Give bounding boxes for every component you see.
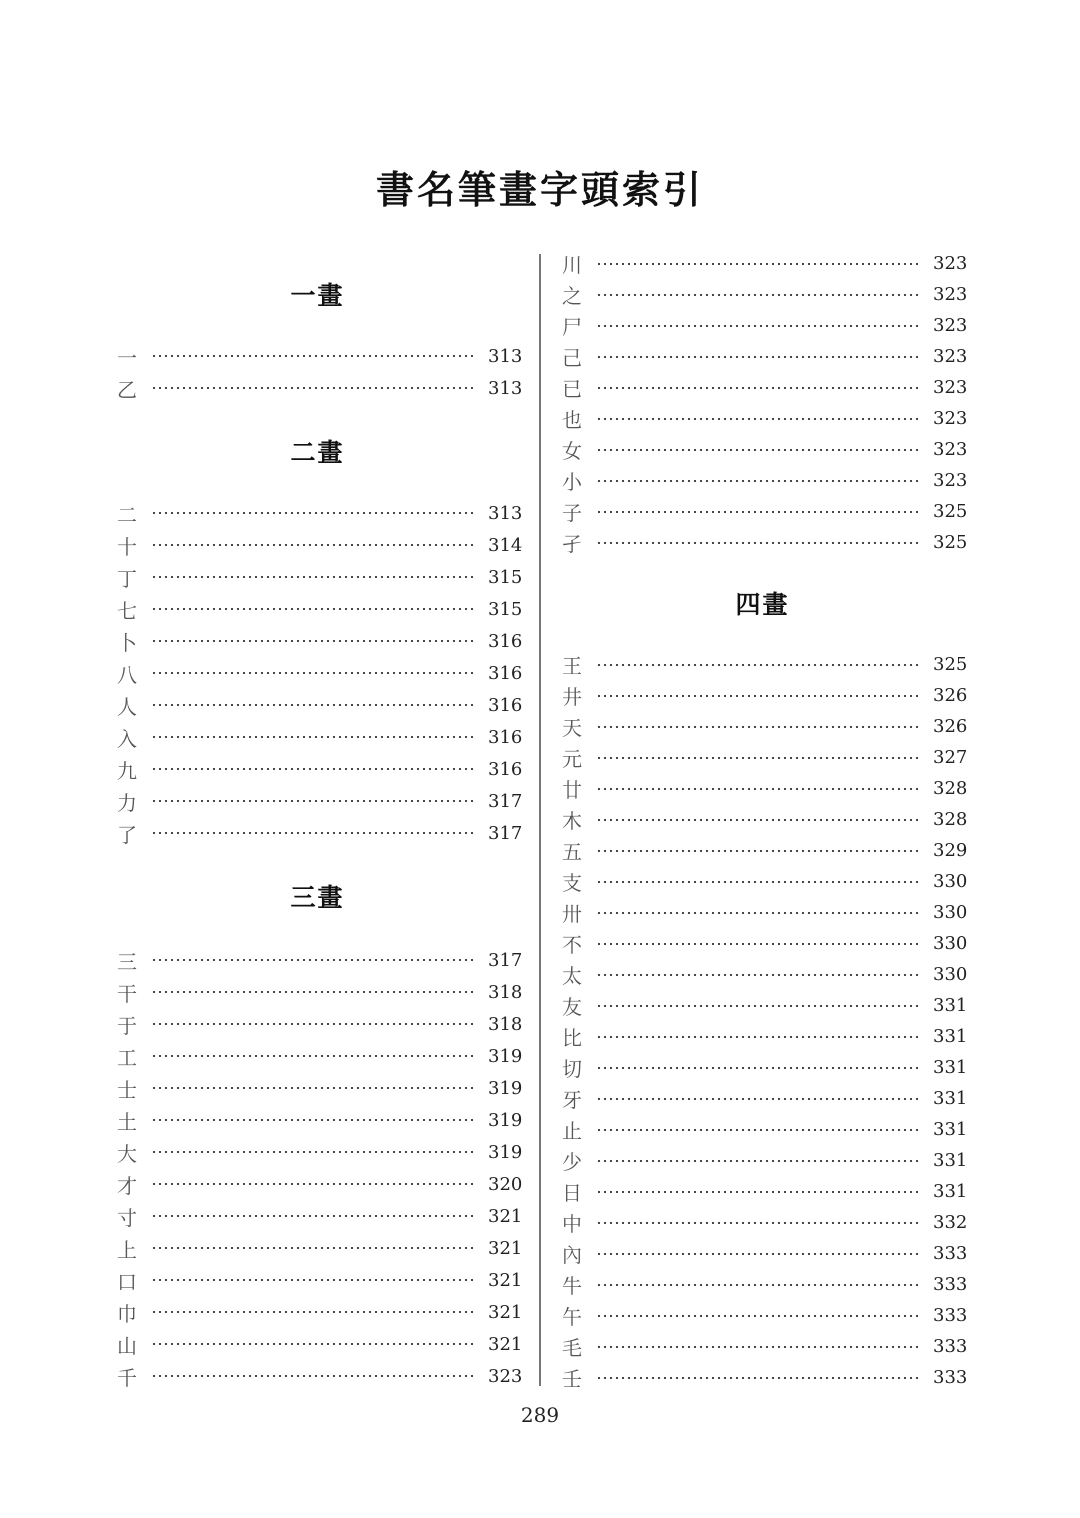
entry-character: 女 <box>562 439 582 463</box>
dot-leader <box>151 1373 476 1379</box>
index-entry <box>560 1021 968 1052</box>
dot-leader <box>151 670 476 676</box>
entry-page-number: 331 <box>933 1119 968 1140</box>
dot-leader <box>151 1277 476 1283</box>
entry-page-number: 313 <box>488 345 523 367</box>
entry-page-number: 326 <box>933 685 968 706</box>
page-number: 289 <box>520 1403 560 1427</box>
index-entry <box>560 465 968 496</box>
entry-page-number: 325 <box>933 654 968 675</box>
index-entry <box>560 1145 968 1176</box>
index-entry <box>560 1300 968 1331</box>
entry-character: 尸 <box>562 315 582 339</box>
entry-page-number: 319 <box>488 1045 523 1067</box>
entry-page-number: 315 <box>488 598 523 620</box>
dot-leader <box>151 830 476 836</box>
entry-page-number: 330 <box>933 964 968 985</box>
entry-character: 少 <box>562 1150 582 1174</box>
index-entry <box>560 649 968 680</box>
dot-leader <box>596 416 921 422</box>
entry-page-number: 316 <box>488 694 523 716</box>
dot-leader <box>596 941 921 947</box>
entry-page-number: 323 <box>933 284 968 305</box>
entry-page-number: 313 <box>488 502 523 524</box>
entry-page-number: 316 <box>488 758 523 780</box>
dot-leader <box>596 1189 921 1195</box>
dot-leader <box>596 972 921 978</box>
dot-leader <box>596 261 921 267</box>
entry-page-number: 330 <box>933 902 968 923</box>
entry-character: 也 <box>562 408 582 432</box>
index-entry <box>115 1136 523 1168</box>
entry-character: 口 <box>117 1269 137 1294</box>
index-entry <box>115 976 523 1008</box>
index-entry <box>560 1362 968 1393</box>
entry-character: 元 <box>562 747 582 771</box>
dot-leader <box>596 786 921 792</box>
index-entry <box>115 1296 523 1328</box>
entry-character: 己 <box>562 346 582 370</box>
index-entry <box>560 990 968 1021</box>
index-entry <box>560 372 968 403</box>
index-entry <box>115 1040 523 1072</box>
entry-page-number: 328 <box>933 809 968 830</box>
entry-character: 卅 <box>562 902 582 926</box>
entry-page-number: 318 <box>488 981 523 1003</box>
dot-leader <box>151 510 476 516</box>
dot-leader <box>596 540 921 546</box>
entry-page-number: 318 <box>488 1013 523 1035</box>
entry-character: 土 <box>117 1109 137 1134</box>
index-entry <box>560 897 968 928</box>
entry-character: 井 <box>562 685 582 709</box>
dot-leader <box>151 1085 476 1091</box>
entry-character: 之 <box>562 284 582 308</box>
entry-character: 了 <box>117 822 137 847</box>
entry-character: 三 <box>117 949 137 974</box>
entry-character: 八 <box>117 662 137 687</box>
entry-page-number: 330 <box>933 871 968 892</box>
index-entry <box>560 959 968 990</box>
index-entry <box>560 527 968 558</box>
entry-page-number: 319 <box>488 1077 523 1099</box>
entry-character: 不 <box>562 933 582 957</box>
entry-page-number: 328 <box>933 778 968 799</box>
dot-leader <box>596 1003 921 1009</box>
dot-leader <box>596 1344 921 1350</box>
entry-character: 九 <box>117 758 137 783</box>
entry-list <box>115 497 523 849</box>
index-entry <box>560 279 968 310</box>
index-entry <box>560 403 968 434</box>
index-entry <box>115 529 523 561</box>
index-entry <box>115 1264 523 1296</box>
entry-page-number: 321 <box>488 1333 523 1355</box>
index-entry <box>115 340 523 372</box>
entry-page-number: 331 <box>933 1088 968 1109</box>
entry-character: 乙 <box>117 377 137 402</box>
index-entry <box>560 928 968 959</box>
entry-character: 入 <box>117 726 137 751</box>
dot-leader <box>151 989 476 995</box>
entry-character: 二 <box>117 502 137 527</box>
dot-leader <box>596 1313 921 1319</box>
index-entry <box>560 434 968 465</box>
entry-page-number: 323 <box>933 346 968 367</box>
entry-character: 力 <box>117 790 137 815</box>
index-entry <box>115 721 523 753</box>
entry-page-number: 333 <box>933 1336 968 1357</box>
entry-list <box>115 340 523 404</box>
dot-leader <box>151 1117 476 1123</box>
entry-character: 比 <box>562 1026 582 1050</box>
entry-character: 山 <box>117 1333 137 1358</box>
entry-page-number: 317 <box>488 949 523 971</box>
entry-character: 才 <box>117 1173 137 1198</box>
dot-leader <box>151 1181 476 1187</box>
index-entry <box>115 1232 523 1264</box>
entry-page-number: 323 <box>933 408 968 429</box>
dot-leader <box>151 798 476 804</box>
entry-character: 大 <box>117 1141 137 1166</box>
dot-leader <box>596 662 921 668</box>
entry-character: 毛 <box>562 1336 582 1360</box>
entry-page-number: 327 <box>933 747 968 768</box>
entry-character: 日 <box>562 1181 582 1205</box>
index-entry <box>115 593 523 625</box>
index-entry <box>115 372 523 404</box>
index-entry <box>115 785 523 817</box>
entry-page-number: 333 <box>933 1367 968 1388</box>
entry-character: 牛 <box>562 1274 582 1298</box>
entry-page-number: 325 <box>933 501 968 522</box>
stroke-section-heading: 一畫 <box>290 281 345 310</box>
index-entry <box>560 1176 968 1207</box>
index-entry <box>115 657 523 689</box>
entry-character: 七 <box>117 598 137 623</box>
dot-leader <box>596 292 921 298</box>
entry-page-number: 317 <box>488 790 523 812</box>
entry-page-number: 321 <box>488 1301 523 1323</box>
dot-leader <box>596 1220 921 1226</box>
entry-character: 中 <box>562 1212 582 1236</box>
entry-page-number: 331 <box>933 995 968 1016</box>
dot-leader <box>151 1053 476 1059</box>
dot-leader <box>596 354 921 360</box>
entry-page-number: 314 <box>488 534 523 556</box>
dot-leader <box>596 693 921 699</box>
dot-leader <box>596 1282 921 1288</box>
entry-page-number: 319 <box>488 1141 523 1163</box>
dot-leader <box>596 724 921 730</box>
dot-leader <box>151 957 476 963</box>
index-entry <box>115 561 523 593</box>
entry-page-number: 326 <box>933 716 968 737</box>
entry-list <box>115 944 523 1392</box>
index-entry <box>560 804 968 835</box>
index-entry <box>560 341 968 372</box>
dot-leader <box>151 702 476 708</box>
entry-page-number: 321 <box>488 1205 523 1227</box>
entry-page-number: 319 <box>488 1109 523 1131</box>
entry-page-number: 330 <box>933 933 968 954</box>
dot-leader <box>151 1021 476 1027</box>
entry-character: 切 <box>562 1057 582 1081</box>
dot-leader <box>151 1309 476 1315</box>
dot-leader <box>596 1251 921 1257</box>
dot-leader <box>151 574 476 580</box>
index-entry <box>560 1083 968 1114</box>
index-entry <box>560 866 968 897</box>
entry-character: 丁 <box>117 566 137 591</box>
entry-character: 一 <box>117 345 137 370</box>
entry-character: 川 <box>562 253 582 277</box>
entry-character: 廿 <box>562 778 582 802</box>
entry-character: 寸 <box>117 1205 137 1230</box>
entry-character: 工 <box>117 1045 137 1070</box>
entry-character: 王 <box>562 654 582 678</box>
entry-character: 于 <box>117 1013 137 1038</box>
index-entry <box>115 1072 523 1104</box>
index-entry <box>560 711 968 742</box>
entry-character: 太 <box>562 964 582 988</box>
entry-character: 卜 <box>117 630 137 655</box>
index-entry <box>115 1200 523 1232</box>
index-entry <box>115 753 523 785</box>
index-entry <box>560 835 968 866</box>
index-entry <box>560 310 968 341</box>
entry-list-continued <box>560 248 968 558</box>
index-entry <box>560 680 968 711</box>
dot-leader <box>596 848 921 854</box>
dot-leader <box>151 734 476 740</box>
index-entry <box>560 1207 968 1238</box>
dot-leader <box>596 385 921 391</box>
entry-character: 巾 <box>117 1301 137 1326</box>
entry-page-number: 316 <box>488 630 523 652</box>
entry-page-number: 333 <box>933 1243 968 1264</box>
page-title: 書名筆畫字頭索引 <box>375 167 704 212</box>
entry-page-number: 331 <box>933 1026 968 1047</box>
dot-leader <box>151 385 476 391</box>
index-entry <box>115 1104 523 1136</box>
dot-leader <box>151 1341 476 1347</box>
dot-leader <box>596 910 921 916</box>
index-entry <box>560 1238 968 1269</box>
index-entry <box>560 496 968 527</box>
entry-character: 內 <box>562 1243 582 1267</box>
dot-leader <box>596 1034 921 1040</box>
entry-page-number: 321 <box>488 1269 523 1291</box>
entry-page-number: 323 <box>933 315 968 336</box>
entry-character: 干 <box>117 981 137 1006</box>
index-entry <box>115 1328 523 1360</box>
entry-page-number: 323 <box>933 377 968 398</box>
index-entry <box>115 497 523 529</box>
entry-character: 五 <box>562 840 582 864</box>
dot-leader <box>596 478 921 484</box>
entry-page-number: 325 <box>933 532 968 553</box>
dot-leader <box>596 879 921 885</box>
entry-list <box>560 649 968 1393</box>
dot-leader <box>596 817 921 823</box>
dot-leader <box>596 447 921 453</box>
entry-character: 牙 <box>562 1088 582 1112</box>
entry-page-number: 323 <box>933 253 968 274</box>
dot-leader <box>596 1127 921 1133</box>
dot-leader <box>596 1096 921 1102</box>
entry-character: 上 <box>117 1237 137 1262</box>
index-entry <box>560 248 968 279</box>
entry-page-number: 329 <box>933 840 968 861</box>
dot-leader <box>596 1158 921 1164</box>
dot-leader <box>151 542 476 548</box>
entry-character: 壬 <box>562 1367 582 1391</box>
entry-character: 木 <box>562 809 582 833</box>
dot-leader <box>151 638 476 644</box>
entry-page-number: 323 <box>933 470 968 491</box>
entry-page-number: 313 <box>488 377 523 399</box>
dot-leader <box>596 509 921 515</box>
dot-leader <box>596 323 921 329</box>
entry-character: 士 <box>117 1077 137 1102</box>
entry-character: 孑 <box>562 532 582 556</box>
entry-character: 支 <box>562 871 582 895</box>
entry-character: 午 <box>562 1305 582 1329</box>
index-entry <box>560 1052 968 1083</box>
entry-character: 已 <box>562 377 582 401</box>
dot-leader <box>151 766 476 772</box>
entry-page-number: 323 <box>933 439 968 460</box>
entry-character: 人 <box>117 694 137 719</box>
dot-leader <box>151 1213 476 1219</box>
entry-page-number: 317 <box>488 822 523 844</box>
left-column <box>115 0 523 1518</box>
index-entry <box>115 1360 523 1392</box>
entry-character: 千 <box>117 1365 137 1390</box>
entry-page-number: 331 <box>933 1057 968 1078</box>
entry-page-number: 333 <box>933 1305 968 1326</box>
index-entry <box>115 1168 523 1200</box>
index-entry <box>115 689 523 721</box>
entry-page-number: 331 <box>933 1150 968 1171</box>
entry-character: 十 <box>117 534 137 559</box>
index-entry <box>115 944 523 976</box>
column-divider <box>539 254 541 1386</box>
entry-page-number: 316 <box>488 662 523 684</box>
entry-page-number: 332 <box>933 1212 968 1233</box>
dot-leader <box>596 755 921 761</box>
entry-character: 天 <box>562 716 582 740</box>
stroke-section-heading: 四畫 <box>735 590 790 619</box>
index-entry <box>115 1008 523 1040</box>
index-entry <box>560 773 968 804</box>
right-column <box>560 0 968 1518</box>
entry-character: 友 <box>562 995 582 1019</box>
entry-page-number: 320 <box>488 1173 523 1195</box>
entry-page-number: 323 <box>488 1365 523 1387</box>
dot-leader <box>151 353 476 359</box>
stroke-section-heading: 三畫 <box>290 883 345 912</box>
entry-page-number: 321 <box>488 1237 523 1259</box>
entry-character: 止 <box>562 1119 582 1143</box>
index-entry <box>560 1331 968 1362</box>
dot-leader <box>151 1149 476 1155</box>
index-entry <box>115 625 523 657</box>
index-entry <box>560 1114 968 1145</box>
index-entry <box>560 742 968 773</box>
dot-leader <box>596 1065 921 1071</box>
entry-character: 子 <box>562 501 582 525</box>
index-entry <box>560 1269 968 1300</box>
entry-page-number: 333 <box>933 1274 968 1295</box>
entry-page-number: 316 <box>488 726 523 748</box>
dot-leader <box>151 1245 476 1251</box>
stroke-section-heading: 二畫 <box>290 438 345 467</box>
index-entry <box>115 817 523 849</box>
dot-leader <box>596 1375 921 1381</box>
entry-character: 小 <box>562 470 582 494</box>
dot-leader <box>151 606 476 612</box>
entry-page-number: 331 <box>933 1181 968 1202</box>
entry-page-number: 315 <box>488 566 523 588</box>
